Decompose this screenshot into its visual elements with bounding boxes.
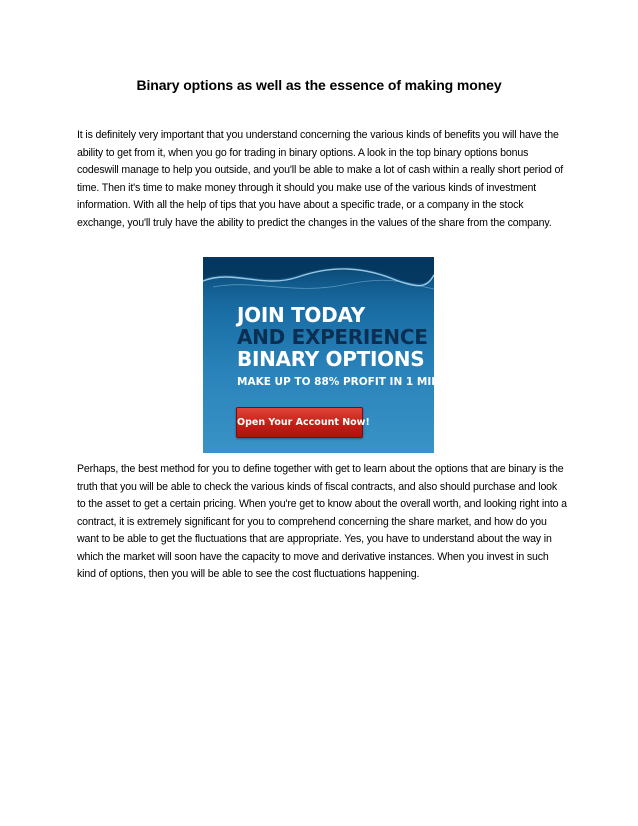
banner-headline-2: AND EXPERIENCE xyxy=(237,325,428,349)
banner-headline-3: BINARY OPTIONS xyxy=(237,347,425,371)
paragraph-intro: It is definitely very important that you understand concerning the various kinds of benefits you will have the ability to get from it, when you go for trading in binary options. A look in the top binary options bonus codeswill manage to help you outside, and you'll be able to make a lot of cash within a really short period of time. Then it's time to make money through it should you make use of the various kinds of investment information. With all the help of tips that you have about a specific trade, or a company in the stock exchange, you'll truly have the ability to predict the changes in the values of the share from the company. xyxy=(77,129,564,229)
paragraph-detail: Perhaps, the best method for you to define together with get to learn about the options that are binary is the truth that you will be able to check the various kinds of fiscal contracts, and also should purchase and look to the asset to get a certain pricing. When you're get to know about the overall worth, and looking right into a contract, it is extremely significant for you to comprehend concerning the share market, and how do you want to be able to get the fluctuations that are appropriate. Yes, you have to understand about the way in which the market will soon have the capacity to move and derivative instances. When you invest in such kind of options, then you will be able to see the cost fluctuations happening. xyxy=(77,463,567,580)
page-title: Binary options as well as the essence of making money xyxy=(136,77,502,93)
promo-banner[interactable] xyxy=(203,257,468,453)
open-account-button[interactable]: Open Your Account Now! xyxy=(236,407,363,438)
banner-headline-1: JOIN TODAY xyxy=(237,303,365,327)
banner-tagline: MAKE UP TO 88% PROFIT IN 1 MINUTE! xyxy=(237,376,468,388)
